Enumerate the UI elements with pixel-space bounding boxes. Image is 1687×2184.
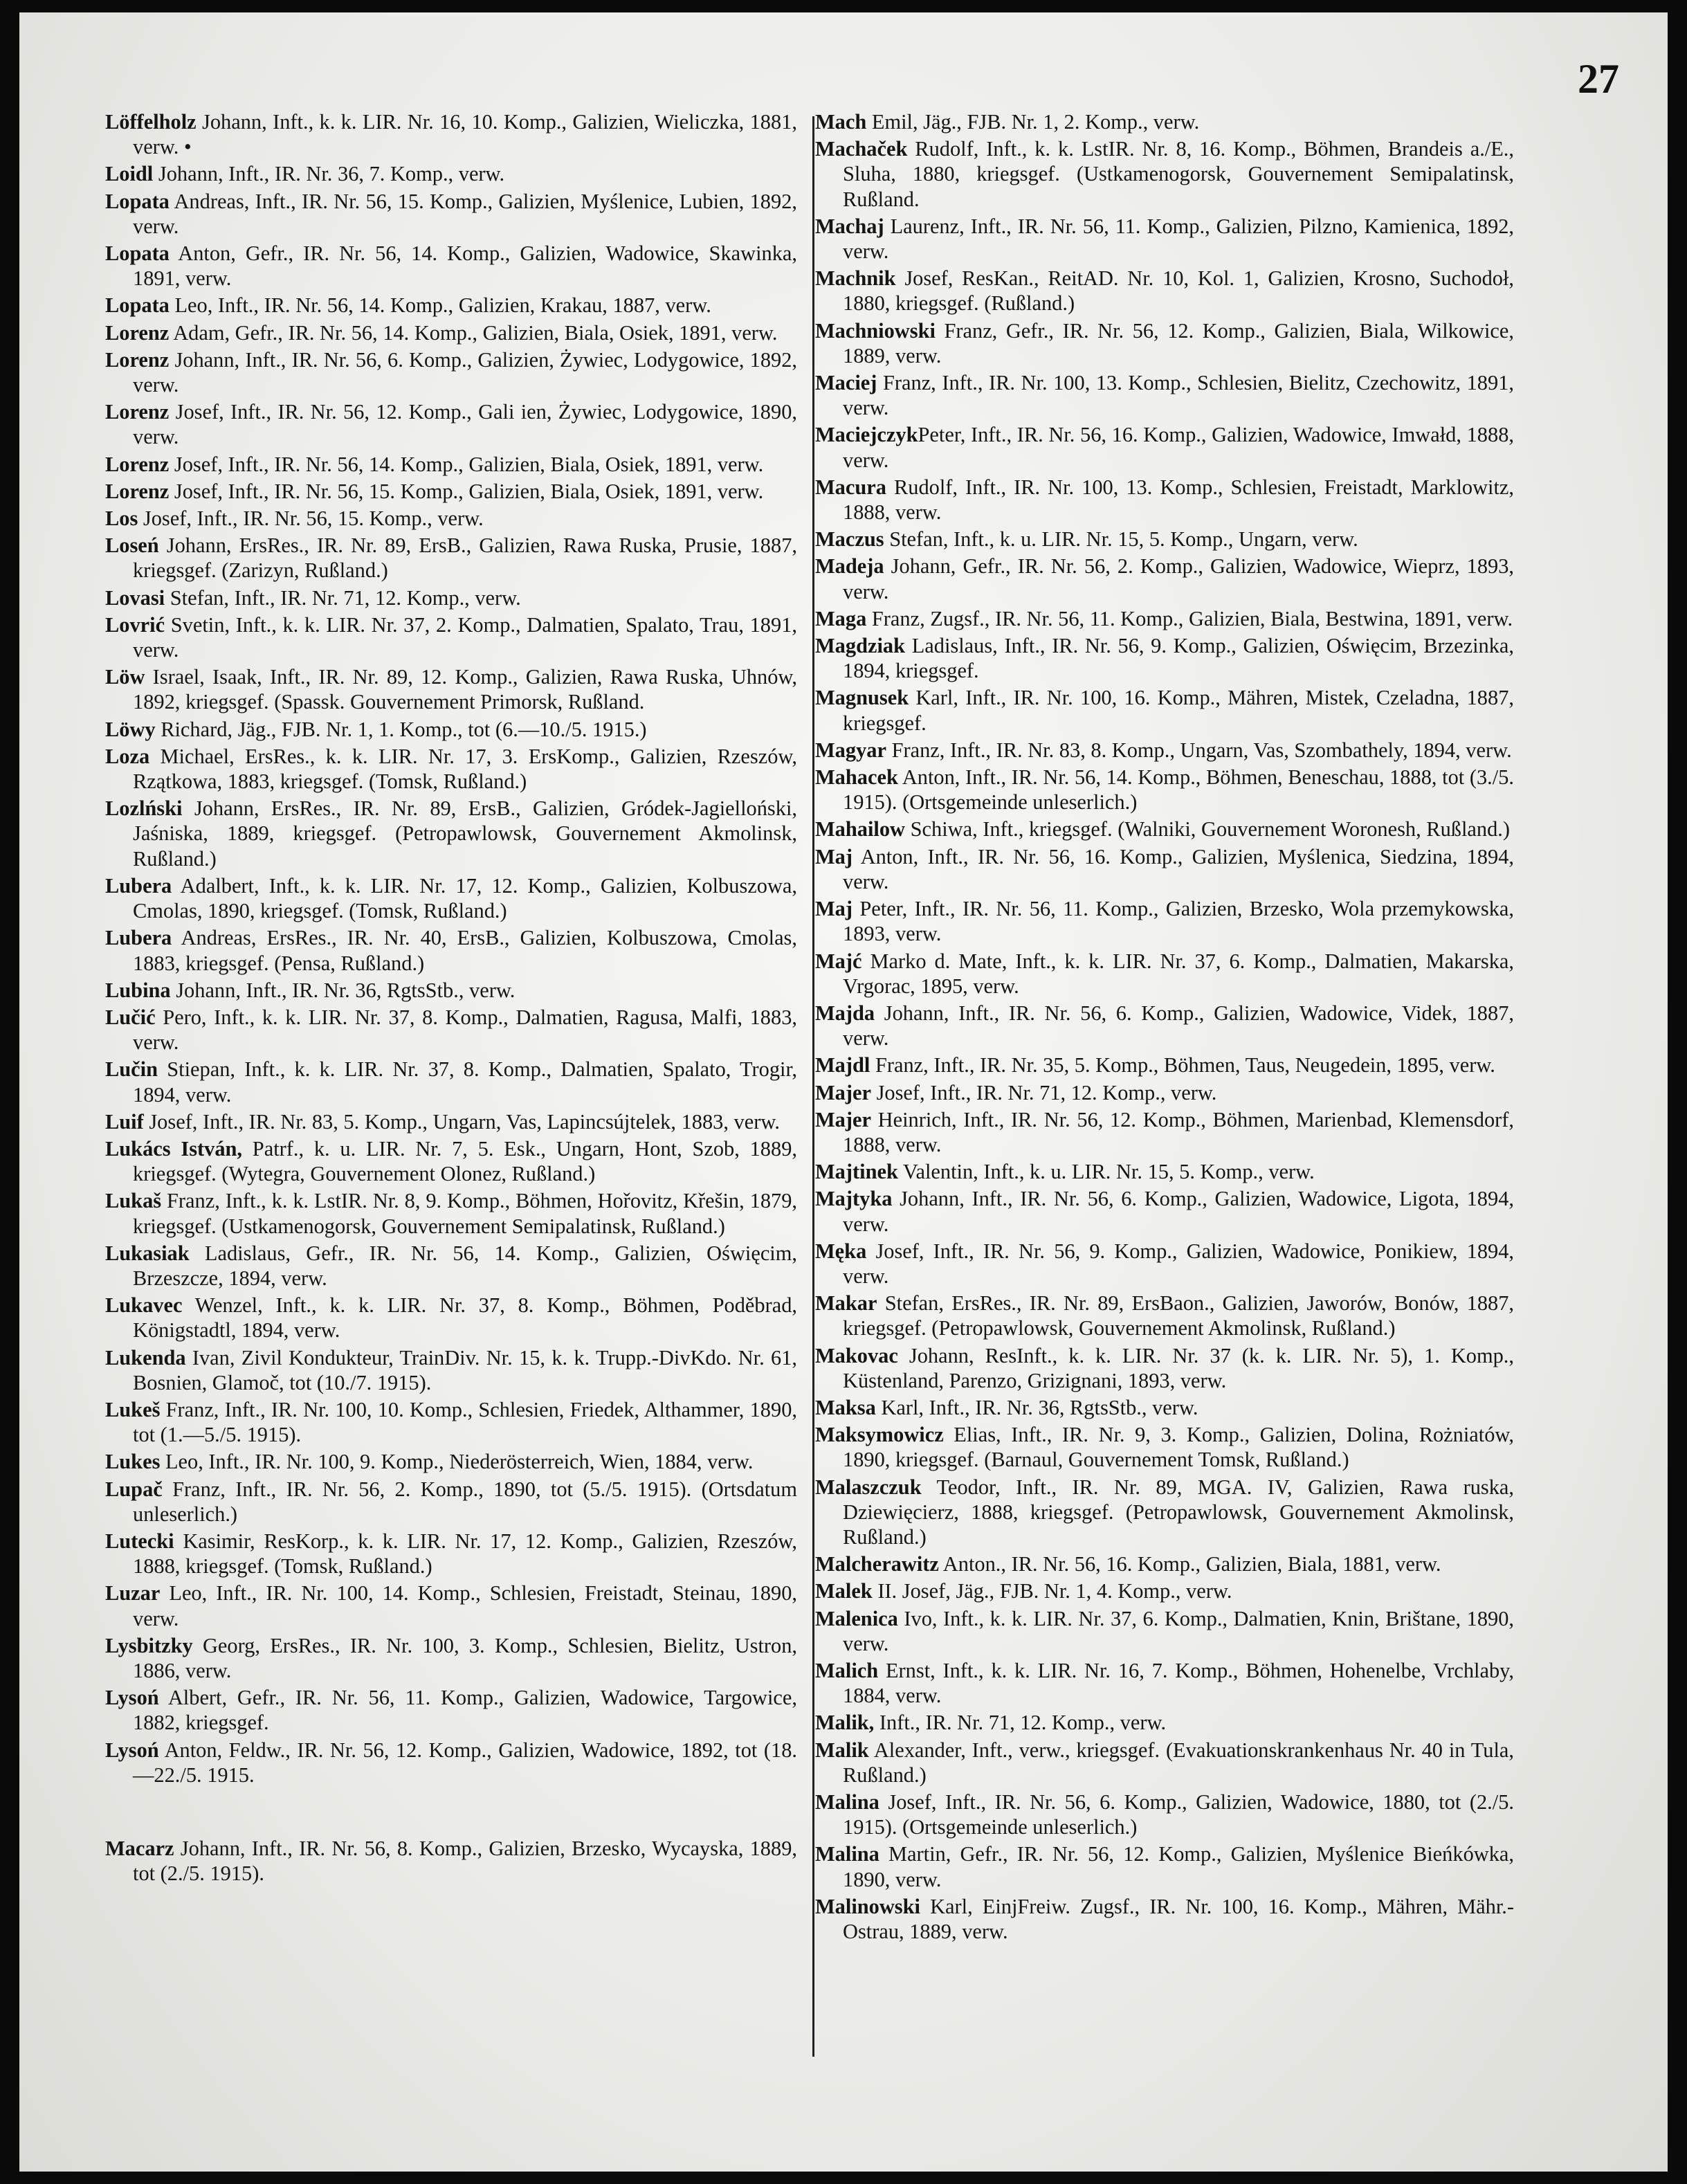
register-entry [815, 1001, 1514, 1050]
register-entry [815, 896, 1514, 946]
register-entry [105, 1345, 797, 1395]
register-entry [815, 633, 1514, 683]
entry-surname: Lorenz [105, 479, 170, 503]
register-entry [105, 1241, 797, 1291]
register-entry [105, 347, 797, 397]
entry-details: Albert, Gefr., IR. Nr. 56, 11. Komp., Galizien, Wadowice, Targowice, 1882, kriegsgef. [133, 1686, 797, 1735]
register-entry [105, 1477, 797, 1527]
entry-surname: Lubera [105, 926, 172, 950]
entry-details: Franz, Inft., IR. Nr. 83, 8. Komp., Ungarn, Vas, Szombathely, 1894, verw. [886, 738, 1512, 762]
entry-surname: Luzar [105, 1581, 161, 1605]
entry-surname: Maksymowicz [815, 1423, 944, 1447]
entry-surname: Macura [815, 475, 886, 499]
register-entry [105, 1397, 797, 1447]
register-entry [815, 1186, 1514, 1236]
entry-details: Franz, Inft., IR. Nr. 100, 13. Komp., Schlesien, Bielitz, Czechowitz, 1891, verw. [843, 371, 1514, 420]
register-entry [105, 1633, 797, 1683]
entry-details: Anton., IR. Nr. 56, 16. Komp., Galizien, Biala, 1881, verw. [938, 1552, 1441, 1576]
entry-details: Josef, ResKan., ReitAD. Nr. 10, Kol. 1, Galizien, Krosno, Suchodoł, 1880, kriegsgef. (Rußland.) [843, 266, 1514, 316]
entry-surname: Makovac [815, 1343, 898, 1367]
entry-surname: Majdl [815, 1053, 870, 1077]
entry-details: Karl, Inft., IR. Nr. 36, RgtsStb., verw. [875, 1395, 1198, 1419]
entry-surname: Machnik [815, 266, 896, 291]
entry-details: Stefan, Inft., IR. Nr. 71, 12. Komp., verw. [165, 585, 521, 610]
entry-surname: Macarz [105, 1837, 174, 1860]
entry-surname: Majtinek [815, 1160, 898, 1184]
entry-details: Laurenz, Inft., IR. Nr. 56, 11. Komp., Galizien, Pilzno, Kamienica, 1892, verw. [843, 214, 1514, 264]
register-entry [105, 612, 797, 662]
entry-details: Franz, Zugsf., IR. Nr. 56, 11. Komp., Galizien, Biala, Bestwina, 1891, verw. [866, 606, 1513, 630]
entry-details: Inft., IR. Nr. 71, 12. Komp., verw. [874, 1711, 1167, 1735]
entry-surname: Maczus [815, 527, 884, 552]
entry-details: Johann, Inft., IR. Nr. 36, RgtsStb., verw. [170, 978, 516, 1002]
register-entry [105, 1109, 797, 1134]
entry-details: Josef, Inft., IR. Nr. 71, 12. Komp., verw. [870, 1080, 1217, 1104]
entry-surname: Lorenz [105, 347, 170, 372]
entry-details: Leo, Inft., IR. Nr. 100, 9. Komp., Niederösterreich, Wien, 1884, verw. [160, 1450, 754, 1474]
entry-surname: Luif [105, 1109, 144, 1134]
register-entry [815, 1551, 1514, 1576]
entry-details: Ladislaus, Inft., IR. Nr. 56, 9. Komp., Galizien, Oświęcim, Brzezinka, 1894, kriegsgef. [843, 634, 1514, 683]
register-entry [815, 1841, 1514, 1891]
entry-surname: Loza [105, 744, 150, 768]
register-entry [815, 475, 1514, 525]
entry-surname: Maksa [815, 1395, 876, 1419]
entry-surname: Majtyka [815, 1187, 893, 1211]
register-entry [105, 1188, 797, 1238]
entry-details: Andreas, Inft., IR. Nr. 56, 15. Komp., Galizien, Myślenice, Lubien, 1892, verw. [133, 189, 797, 238]
entry-surname: Magnusek [815, 686, 909, 710]
entry-details: Ladislaus, Gefr., IR. Nr. 56, 14. Komp., Galizien, Oświęcim, Brzeszcze, 1894, verw. [133, 1241, 797, 1290]
register-entry [815, 1159, 1514, 1184]
entry-details: Teodor, Inft., IR. Nr. 89, MGA. IV, Galizien, Rawa ruska, Dziewięcierz, 1888, kriegsgef. (Petropawlowsk, Gouvernement Akmolinsk, Rußland.) [843, 1475, 1514, 1549]
entry-surname: Lupač [105, 1477, 163, 1501]
register-entry [815, 738, 1514, 763]
entry-details: Georg, ErsRes., IR. Nr. 100, 3. Komp., Schlesien, Bielitz, Ustron, 1886, verw. [133, 1633, 797, 1682]
entry-surname: Lukenda [105, 1345, 186, 1369]
entry-surname: Majda [815, 1001, 875, 1025]
entry-surname: Mach [815, 110, 867, 134]
register-entry [815, 136, 1514, 212]
register-entry [815, 1578, 1514, 1603]
register-entry [105, 241, 797, 291]
register-entry [815, 1606, 1514, 1656]
register-entry [105, 1836, 797, 1886]
entry-surname: Lukasiak [105, 1241, 190, 1265]
register-entry [815, 1738, 1514, 1787]
register-entry [105, 1005, 797, 1055]
entry-details: Josef, Inft., IR. Nr. 56, 14. Komp., Galizien, Biala, Osiek, 1891, verw. [169, 452, 764, 476]
entry-surname: Lubina [105, 978, 171, 1002]
entry-surname: Lukavec [105, 1293, 183, 1318]
entry-surname: Majer [815, 1080, 871, 1104]
register-entry [815, 765, 1514, 815]
entry-surname: Malik, [815, 1711, 875, 1735]
register-entry [815, 422, 1514, 472]
entry-details: Franz, Inft., k. k. LstIR. Nr. 8, 9. Komp., Böhmen, Hořovitz, Křešin, 1879, kriegsgef. (Ustkamenogorsk, Gouvernement Semipalatinsk, Rußland.) [133, 1189, 797, 1238]
entry-surname: Maj [815, 897, 852, 921]
document-page [19, 12, 1668, 2172]
entry-details: Josef, Inft., IR. Nr. 56, 6. Komp., Galizien, Wadowice, 1880, tot (2./5. 1915). (Ortsgemeinde unleserlich.) [843, 1790, 1514, 1839]
entry-details: Ivan, Zivil Kondukteur, TrainDiv. Nr. 15, k. k. Trupp.-DivKdo. Nr. 61, Bosnien, Glamoč, tot (10./7. 1915). [133, 1345, 797, 1394]
entry-surname: Lukaš [105, 1189, 162, 1213]
register-entry [105, 1685, 797, 1735]
register-entry [105, 873, 797, 923]
entry-details: Johann, Inft., IR. Nr. 56, 8. Komp., Galizien, Brzesko, Wycayska, 1889, tot (2./5. 1915). [133, 1837, 797, 1886]
entry-details: Leo, Inft., IR. Nr. 56, 14. Komp., Galizien, Krakau, 1887, verw. [169, 293, 711, 318]
register-entry [815, 554, 1514, 603]
entry-details: Adam, Gefr., IR. Nr. 56, 14. Komp., Galizien, Biala, Osiek, 1891, verw. [169, 320, 778, 345]
entry-details: Schiwa, Inft., kriegsgef. (Walniki, Gouvernement Woronesh, Rußland.) [905, 817, 1510, 841]
entry-details: Anton, Gefr., IR. Nr. 56, 14. Komp., Galizien, Wadowice, Skawinka, 1891, verw. [133, 242, 797, 291]
entry-details: Ernst, Inft., k. k. LIR. Nr. 16, 7. Komp., Böhmen, Hohenelbe, Vrchlaby, 1884, verw. [843, 1658, 1514, 1708]
register-entry [815, 109, 1514, 134]
entry-surname: Magdziak [815, 634, 906, 658]
entry-surname: Maga [815, 606, 867, 630]
entry-details: Martin, Gefr., IR. Nr. 56, 12. Komp., Galizien, Myślenice Bieńkówka, 1890, verw. [843, 1842, 1514, 1891]
entry-details: Peter, Inft., IR. Nr. 56, 11. Komp., Galizien, Brzesko, Wola przemykowska, 1893, verw. [843, 897, 1514, 946]
entry-details: Karl, EinjFreiw. Zugsf., IR. Nr. 100, 16. Komp., Mähren, Mähr.-Ostrau, 1889, verw. [843, 1894, 1514, 1944]
entry-details: Stiepan, Inft., k. k. LIR. Nr. 37, 8. Komp., Dalmatien, Spalato, Trogir, 1894, verw. [133, 1057, 797, 1107]
entry-details: Valentin, Inft., k. u. LIR. Nr. 15, 5. Komp., verw. [897, 1160, 1315, 1184]
entry-details: Svetin, Inft., k. k. LIR. Nr. 37, 2. Komp., Dalmatien, Spalato, Trau, 1891, verw. [133, 612, 797, 662]
entry-details: Kasimir, ResKorp., k. k. LIR. Nr. 17, 12. Komp., Galizien, Rzeszów, 1888, kriegsgef. (Tomsk, Rußland.) [133, 1529, 797, 1578]
entry-details: Johann, ResInft., k. k. LIR. Nr. 37 (k. k. LIR. Nr. 5), 1. Komp., Küstenland, Parenzo, Grizignani, 1893, verw. [843, 1343, 1514, 1392]
entry-details: Franz, Inft., IR. Nr. 56, 2. Komp., 1890, tot (5./5. 1915). (Ortsdatum unleserlich.) [133, 1477, 797, 1526]
entry-surname: Męka [815, 1239, 867, 1263]
entry-surname: Machaček [815, 137, 908, 161]
entry-details: Rudolf, Inft., IR. Nr. 100, 13. Komp., Schlesien, Freistadt, Marklowitz, 1888, verw. [843, 475, 1514, 525]
entry-surname: Lopata [105, 189, 170, 213]
register-entry [105, 796, 797, 871]
register-entry [105, 506, 797, 531]
register-entry [815, 266, 1514, 316]
register-entry [815, 1080, 1514, 1105]
entry-details: Leo, Inft., IR. Nr. 100, 14. Komp., Schlesien, Freistadt, Steinau, 1890, verw. [133, 1581, 797, 1630]
entry-details: Johann, Inft., IR. Nr. 56, 6. Komp., Galizien, Wadowice, Ligota, 1894, verw. [843, 1187, 1514, 1236]
entry-surname: Maj [815, 844, 852, 868]
register-entry [105, 479, 797, 504]
entry-details: Anton, Inft., IR. Nr. 56, 16. Komp., Galizien, Myślenica, Siedzina, 1894, verw. [843, 844, 1514, 893]
entry-details: Ivo, Inft., k. k. LIR. Nr. 37, 6. Komp., Dalmatien, Knin, Brištane, 1890, verw. [843, 1606, 1514, 1655]
entry-surname: Majer [815, 1107, 871, 1131]
entry-details: Wenzel, Inft., k. k. LIR. Nr. 37, 8. Komp., Böhmen, Poděbrad, Königstadtl, 1894, verw. [133, 1293, 797, 1343]
entry-details: Patrf., k. u. LIR. Nr. 7, 5. Esk., Ungarn, Hont, Szob, 1889, kriegsgef. (Wytegra, Gouvernement Olonez, Rußland.) [133, 1136, 797, 1186]
entry-surname: Lopata [105, 293, 170, 318]
entry-surname: Lubera [105, 873, 172, 898]
register-entry [815, 1395, 1514, 1420]
register-entry [105, 109, 797, 159]
register-entry [105, 1057, 797, 1107]
register-entry [105, 717, 797, 742]
entry-surname: Loidl [105, 162, 154, 186]
entry-details: Josef, Inft., IR. Nr. 56, 15. Komp., Galizien, Biala, Osiek, 1891, verw. [169, 479, 764, 503]
register-entry [105, 664, 797, 714]
register-entry [105, 978, 797, 1003]
entry-surname: Lovasi [105, 585, 165, 610]
left-column [105, 109, 797, 1888]
entry-details: Johann, ErsRes., IR. Nr. 89, ErsB., Galizien, Rawa Ruska, Prusie, 1887, kriegsgef. (Zarizyn, Rußland.) [133, 534, 797, 583]
entry-details: Franz, Inft., IR. Nr. 100, 10. Komp., Schlesien, Friedek, Althammer, 1890, tot (1.—5./5. 1915). [133, 1397, 797, 1447]
entry-surname: Lukeš [105, 1397, 161, 1421]
register-entry [815, 1422, 1514, 1472]
entry-details: Josef, Inft., IR. Nr. 56, 15. Komp., verw. [138, 507, 484, 531]
register-entry [105, 1293, 797, 1343]
entry-details: Johann, Gefr., IR. Nr. 56, 2. Komp., Galizien, Wadowice, Wieprz, 1893, verw. [843, 554, 1514, 603]
register-entry [105, 189, 797, 239]
register-entry [815, 1710, 1514, 1735]
entry-surname: Machaj [815, 214, 884, 238]
register-entry [105, 320, 797, 345]
entry-details: Andreas, ErsRes., IR. Nr. 40, ErsB., Galizien, Kolbuszowa, Cmolas, 1883, kriegsgef. (Pensa, Rußland.) [133, 926, 797, 975]
register-entry [815, 1475, 1514, 1550]
entry-details: Michael, ErsRes., k. k. LIR. Nr. 17, 3. ErsKomp., Galizien, Rzeszów, Rzątkowa, 1883, kriegsgef. (Tomsk, Rußland.) [133, 744, 797, 794]
entry-surname: Löwy [105, 717, 156, 741]
entry-surname: Majć [815, 949, 862, 973]
entry-details: Josef, Inft., IR. Nr. 56, 12. Komp., Gali ien, Żywiec, Lodygowice, 1890, verw. [133, 400, 797, 449]
entry-surname: Malina [815, 1790, 879, 1814]
entry-details: Richard, Jäg., FJB. Nr. 1, 1. Komp., tot (6.—10./5. 1915.) [155, 717, 647, 741]
entry-details: Israel, Isaak, Inft., IR. Nr. 89, 12. Komp., Galizien, Rawa Ruska, Uhnów, 1892, kriegsgef. (Spassk. Gouvernement Primorsk, Rußland. [133, 665, 797, 714]
entry-surname: Lopata [105, 242, 170, 266]
register-entry [815, 817, 1514, 841]
entry-details: Anton, Feldw., IR. Nr. 56, 12. Komp., Galizien, Wadowice, 1892, tot (18.—22./5. 1915. [133, 1738, 797, 1787]
entry-details: II. Josef, Jäg., FJB. Nr. 1, 4. Komp., verw. [872, 1579, 1232, 1603]
entry-surname: Mahacek [815, 765, 898, 790]
entry-details: Emil, Jäg., FJB. Nr. 1, 2. Komp., verw. [866, 110, 1200, 134]
register-entry [815, 1894, 1514, 1944]
entry-surname: Malaszczuk [815, 1475, 922, 1499]
register-entry [815, 1239, 1514, 1289]
entry-surname: Malenica [815, 1606, 898, 1630]
entry-surname: Löffelholz [105, 110, 197, 134]
entry-details: Heinrich, Inft., IR. Nr. 56, 12. Komp., Böhmen, Marienbad, Klemensdorf, 1888, verw. [843, 1107, 1514, 1156]
register-entry [815, 1658, 1514, 1708]
entry-details: Pero, Inft., k. k. LIR. Nr. 37, 8. Komp., Dalmatien, Ragusa, Malfi, 1883, verw. [133, 1005, 797, 1055]
entry-surname: Lovrić [105, 612, 165, 637]
entry-surname: Malinowski [815, 1894, 920, 1918]
entry-details: Peter, Inft., IR. Nr. 56, 16. Komp., Galizien, Wadowice, Imwałd, 1888, verw. [843, 423, 1514, 472]
register-entry [105, 1136, 797, 1186]
entry-surname: Mahailow [815, 817, 906, 841]
register-entry [105, 1581, 797, 1630]
entry-surname: Malek [815, 1579, 873, 1603]
entry-surname: Lukes [105, 1450, 161, 1474]
register-entry [105, 1449, 797, 1474]
entry-details: Stefan, ErsRes., IR. Nr. 89, ErsBaon., Galizien, Jaworów, Bonów, 1887, kriegsgef. (Petropawlowsk, Gouvernement Akmolinsk, Rußland.) [843, 1291, 1514, 1340]
entry-details: Anton, Inft., IR. Nr. 56, 14. Komp., Böhmen, Beneschau, 1888, tot (3./5. 1915). (Ortsgemeinde unleserlich.) [843, 765, 1514, 815]
entry-details: Johann, Inft., IR. Nr. 56, 6. Komp., Galizien, Żywiec, Lodygowice, 1892, verw. [133, 347, 797, 397]
entry-surname: Maciejczyk [815, 423, 918, 447]
entry-surname: Lutecki [105, 1529, 174, 1553]
register-entry [105, 585, 797, 610]
register-entry [815, 1291, 1514, 1340]
entry-surname: Lukács István, [105, 1136, 243, 1161]
register-entry [815, 370, 1514, 420]
entry-details: Franz, Inft., IR. Nr. 35, 5. Komp., Böhmen, Taus, Neugedein, 1895, verw. [870, 1053, 1495, 1077]
entry-surname: Maciej [815, 371, 877, 395]
entry-details: Adalbert, Inft., k. k. LIR. Nr. 17, 12. Komp., Galizien, Kolbuszowa, Cmolas, 1890, kriegsgef. (Tomsk, Rußland.) [133, 873, 797, 923]
register-entry [815, 318, 1514, 368]
entry-surname: Malcherawitz [815, 1552, 939, 1576]
entry-surname: Lorenz [105, 400, 170, 424]
entry-surname: Loseń [105, 534, 159, 558]
entry-surname: Lysoń [105, 1686, 159, 1710]
register-entry [105, 161, 797, 186]
register-entry [815, 685, 1514, 735]
entry-surname: Löw [105, 665, 145, 689]
entry-details: Johann, Inft., IR. Nr. 56, 6. Komp., Galizien, Wadowice, Videk, 1887, verw. [843, 1001, 1514, 1050]
register-entry [815, 606, 1514, 631]
entry-details: Josef, Inft., IR. Nr. 56, 9. Komp., Galizien, Wadowice, Ponikiew, 1894, verw. [843, 1239, 1514, 1288]
entry-surname: Lozlński [105, 797, 183, 821]
entry-surname: Malik [815, 1738, 869, 1762]
entry-details: Karl, Inft., IR. Nr. 100, 16. Komp., Mähren, Mistek, Czeladna, 1887, kriegsgef. [843, 686, 1514, 735]
entry-surname: Lučić [105, 1005, 156, 1029]
entry-details: Johann, ErsRes., IR. Nr. 89, ErsB., Galizien, Gródek-Jagielloński, Jaśniska, 1889, kriegsgef. (Petropawlowsk, Gouvernement Akmolinsk, Rußland.) [133, 797, 797, 871]
register-entry [815, 844, 1514, 894]
register-entry [815, 1790, 1514, 1839]
register-entry [105, 1738, 797, 1787]
entry-surname: Malich [815, 1658, 879, 1682]
right-column [815, 109, 1514, 1946]
entry-details: Alexander, Inft., verw., kriegsgef. (Evakuationskrankenhaus Nr. 40 in Tula, Rußland.) [843, 1738, 1514, 1787]
entry-surname: Madeja [815, 554, 884, 579]
column-divider [812, 116, 814, 2057]
register-entry [815, 949, 1514, 999]
register-entry [105, 1529, 797, 1578]
entry-details: Rudolf, Inft., k. k. LstIR. Nr. 8, 16. Komp., Böhmen, Brandeis a./E., Sluha, 1880, kriegsgef. (Ustkamenogorsk, Gouvernement Semipalatinsk, Rußland. [843, 137, 1514, 211]
register-entry [815, 214, 1514, 264]
entry-surname: Lučin [105, 1057, 158, 1082]
entry-details: Johann, Inft., k. k. LIR. Nr. 16, 10. Komp., Galizien, Wieliczka, 1881, verw. • [133, 110, 797, 159]
page-number: 27 [1578, 56, 1619, 102]
entry-details: Marko d. Mate, Inft., k. k. LIR. Nr. 37, 6. Komp., Dalmatien, Makarska, Vrgorac, 1895, verw. [843, 949, 1514, 998]
register-entry [815, 1343, 1514, 1393]
entry-surname: Lorenz [105, 320, 170, 345]
entry-details: Franz, Gefr., IR. Nr. 56, 12. Komp., Galizien, Biala, Wilkowice, 1889, verw. [843, 318, 1514, 367]
entry-details: Josef, Inft., IR. Nr. 83, 5. Komp., Ungarn, Vas, Lapincsújtelek, 1883, verw. [143, 1109, 780, 1134]
entry-surname: Lysoń [105, 1738, 159, 1762]
register-entry [105, 925, 797, 975]
entry-surname: Malina [815, 1842, 879, 1866]
register-entry [815, 1107, 1514, 1157]
entry-surname: Lysbitzky [105, 1633, 193, 1657]
register-entry [105, 533, 797, 583]
entry-details: Elias, Inft., IR. Nr. 9, 3. Komp., Galizien, Dolina, Rożniatów, 1890, kriegsgef. (Barnaul, Gouvernement Tomsk, Rußland.) [843, 1423, 1514, 1472]
entry-details: Stefan, Inft., k. u. LIR. Nr. 15, 5. Komp., Ungarn, verw. [884, 527, 1358, 552]
register-entry [105, 452, 797, 477]
register-entry [105, 399, 797, 449]
register-entry [105, 293, 797, 318]
register-entry [105, 744, 797, 794]
entry-surname: Los [105, 507, 138, 531]
entry-surname: Lorenz [105, 452, 170, 476]
entry-details: Johann, Inft., IR. Nr. 36, 7. Komp., verw. [153, 162, 505, 186]
register-entry [815, 527, 1514, 552]
entry-surname: Magyar [815, 738, 886, 762]
entry-surname: Makar [815, 1291, 877, 1316]
register-entry [815, 1053, 1514, 1077]
entry-surname: Machniowski [815, 318, 936, 343]
